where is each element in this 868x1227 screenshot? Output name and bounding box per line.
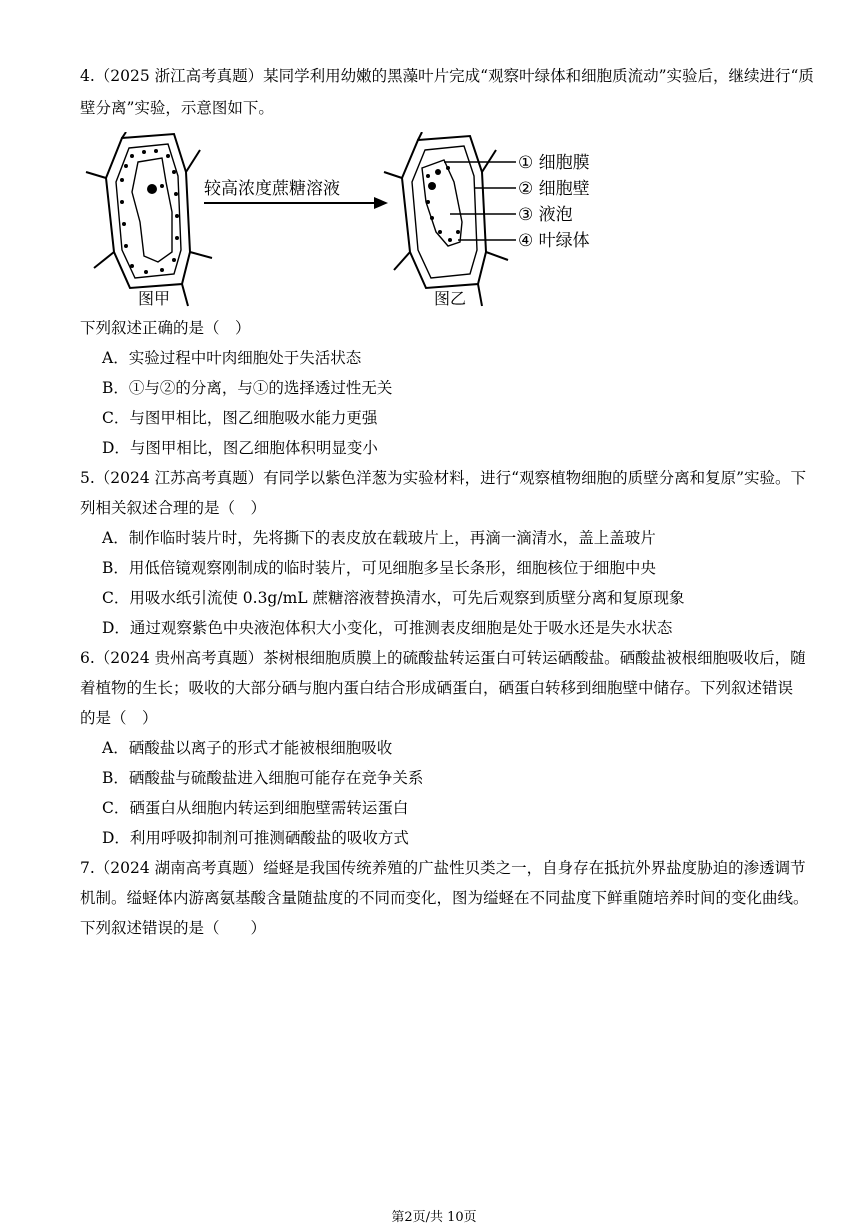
q4-option-a: A．实验过程中叶肉细胞处于失活状态 [102, 349, 362, 367]
label-chloroplast: ④ 叶绿体 [518, 231, 590, 251]
q4-prompt: 下列叙述正确的是（ ） [80, 319, 251, 337]
caption-left: 图甲 [138, 289, 171, 308]
q7-stem-line3: 下列叙述错误的是（ ） [80, 919, 267, 937]
q4-option-d: D．与图甲相比，图乙细胞体积明显变小 [102, 439, 378, 457]
label-pointers [444, 162, 516, 240]
label-cell-membrane: ① 细胞膜 [518, 153, 590, 173]
q6-option-c: C．硒蛋白从细胞内转运到细胞壁需转运蛋白 [102, 799, 409, 817]
q5-stem-line2: 列相关叙述合理的是（ ） [80, 499, 267, 517]
cell-diagram [82, 132, 642, 308]
q6-stem-line3: 的是（ ） [80, 709, 158, 727]
q6-option-a: A．硒酸盐以离子的形式才能被根细胞吸收 [102, 739, 393, 757]
q6-option-b: B．硒酸盐与硫酸盐进入细胞可能存在竞争关系 [102, 769, 424, 787]
q4-option-c: C．与图甲相比，图乙细胞吸水能力更强 [102, 409, 378, 427]
page-footer: 第2页/共 10页 [391, 1210, 477, 1225]
q5-stem-line1: 5.（2024 江苏高考真题）有同学以紫色洋葱为实验材料，进行“观察植物细胞的质壁分离和复原”实验。下 [80, 469, 807, 487]
right-cell [384, 132, 508, 306]
q4-stem-line1: 4.（2025 浙江高考真题）某同学利用幼嫩的黑藻叶片完成“观察叶绿体和细胞质流动”实验后，继续进行“质 [80, 67, 814, 85]
q5-option-a: A．制作临时装片时，先将撕下的表皮放在载玻片上，再滴一滴清水，盖上盖玻片 [102, 529, 656, 547]
caption-right: 图乙 [434, 289, 467, 308]
q6-option-d: D．利用呼吸抑制剂可推测硒酸盐的吸收方式 [102, 829, 409, 847]
q4-option-b: B．①与②的分离，与①的选择透过性无关 [102, 379, 393, 397]
left-chloroplasts [120, 149, 179, 274]
arrow-head-icon [374, 197, 388, 209]
label-vacuole: ③ 液泡 [518, 205, 573, 225]
left-cell [86, 132, 212, 306]
q4-figure [82, 132, 642, 308]
label-cell-wall: ② 细胞壁 [518, 179, 590, 199]
q5-option-b: B．用低倍镜观察刚制成的临时装片，可见细胞多呈长条形，细胞核位于细胞中央 [102, 559, 656, 577]
q7-stem-line2: 机制。缢蛏体内游离氨基酸含量随盐度的不同而变化，图为缢蛏在不同盐度下鲜重随培养时间的变化曲线。 [80, 889, 809, 907]
q7-stem-line1: 7.（2024 湖南高考真题）缢蛏是我国传统养殖的广盐性贝类之一，自身存在抵抗外界盐度胁迫的渗透调节 [80, 859, 806, 877]
q6-stem-line2: 着植物的生长；吸收的大部分硒与胞内蛋白结合形成硒蛋白，硒蛋白转移到细胞壁中储存。下列叙述错误 [80, 679, 794, 697]
q6-stem-line1: 6.（2024 贵州高考真题）茶树根细胞质膜上的硫酸盐转运蛋白可转运硒酸盐。硒酸盐被根细胞吸收后，随 [80, 649, 806, 667]
q4-stem-line2: 壁分离”实验，示意图如下。 [80, 99, 274, 117]
q5-option-c: C．用吸水纸引流使 0.3g/mL 蔗糖溶液替换清水，可先后观察到质壁分离和复原现象 [102, 589, 685, 607]
right-chloroplasts [426, 166, 460, 242]
arrow-label: 较高浓度蔗糖溶液 [204, 179, 340, 199]
q5-option-d: D．通过观察紫色中央液泡体积大小变化，可推测表皮细胞是处于吸水还是失水状态 [102, 619, 673, 637]
